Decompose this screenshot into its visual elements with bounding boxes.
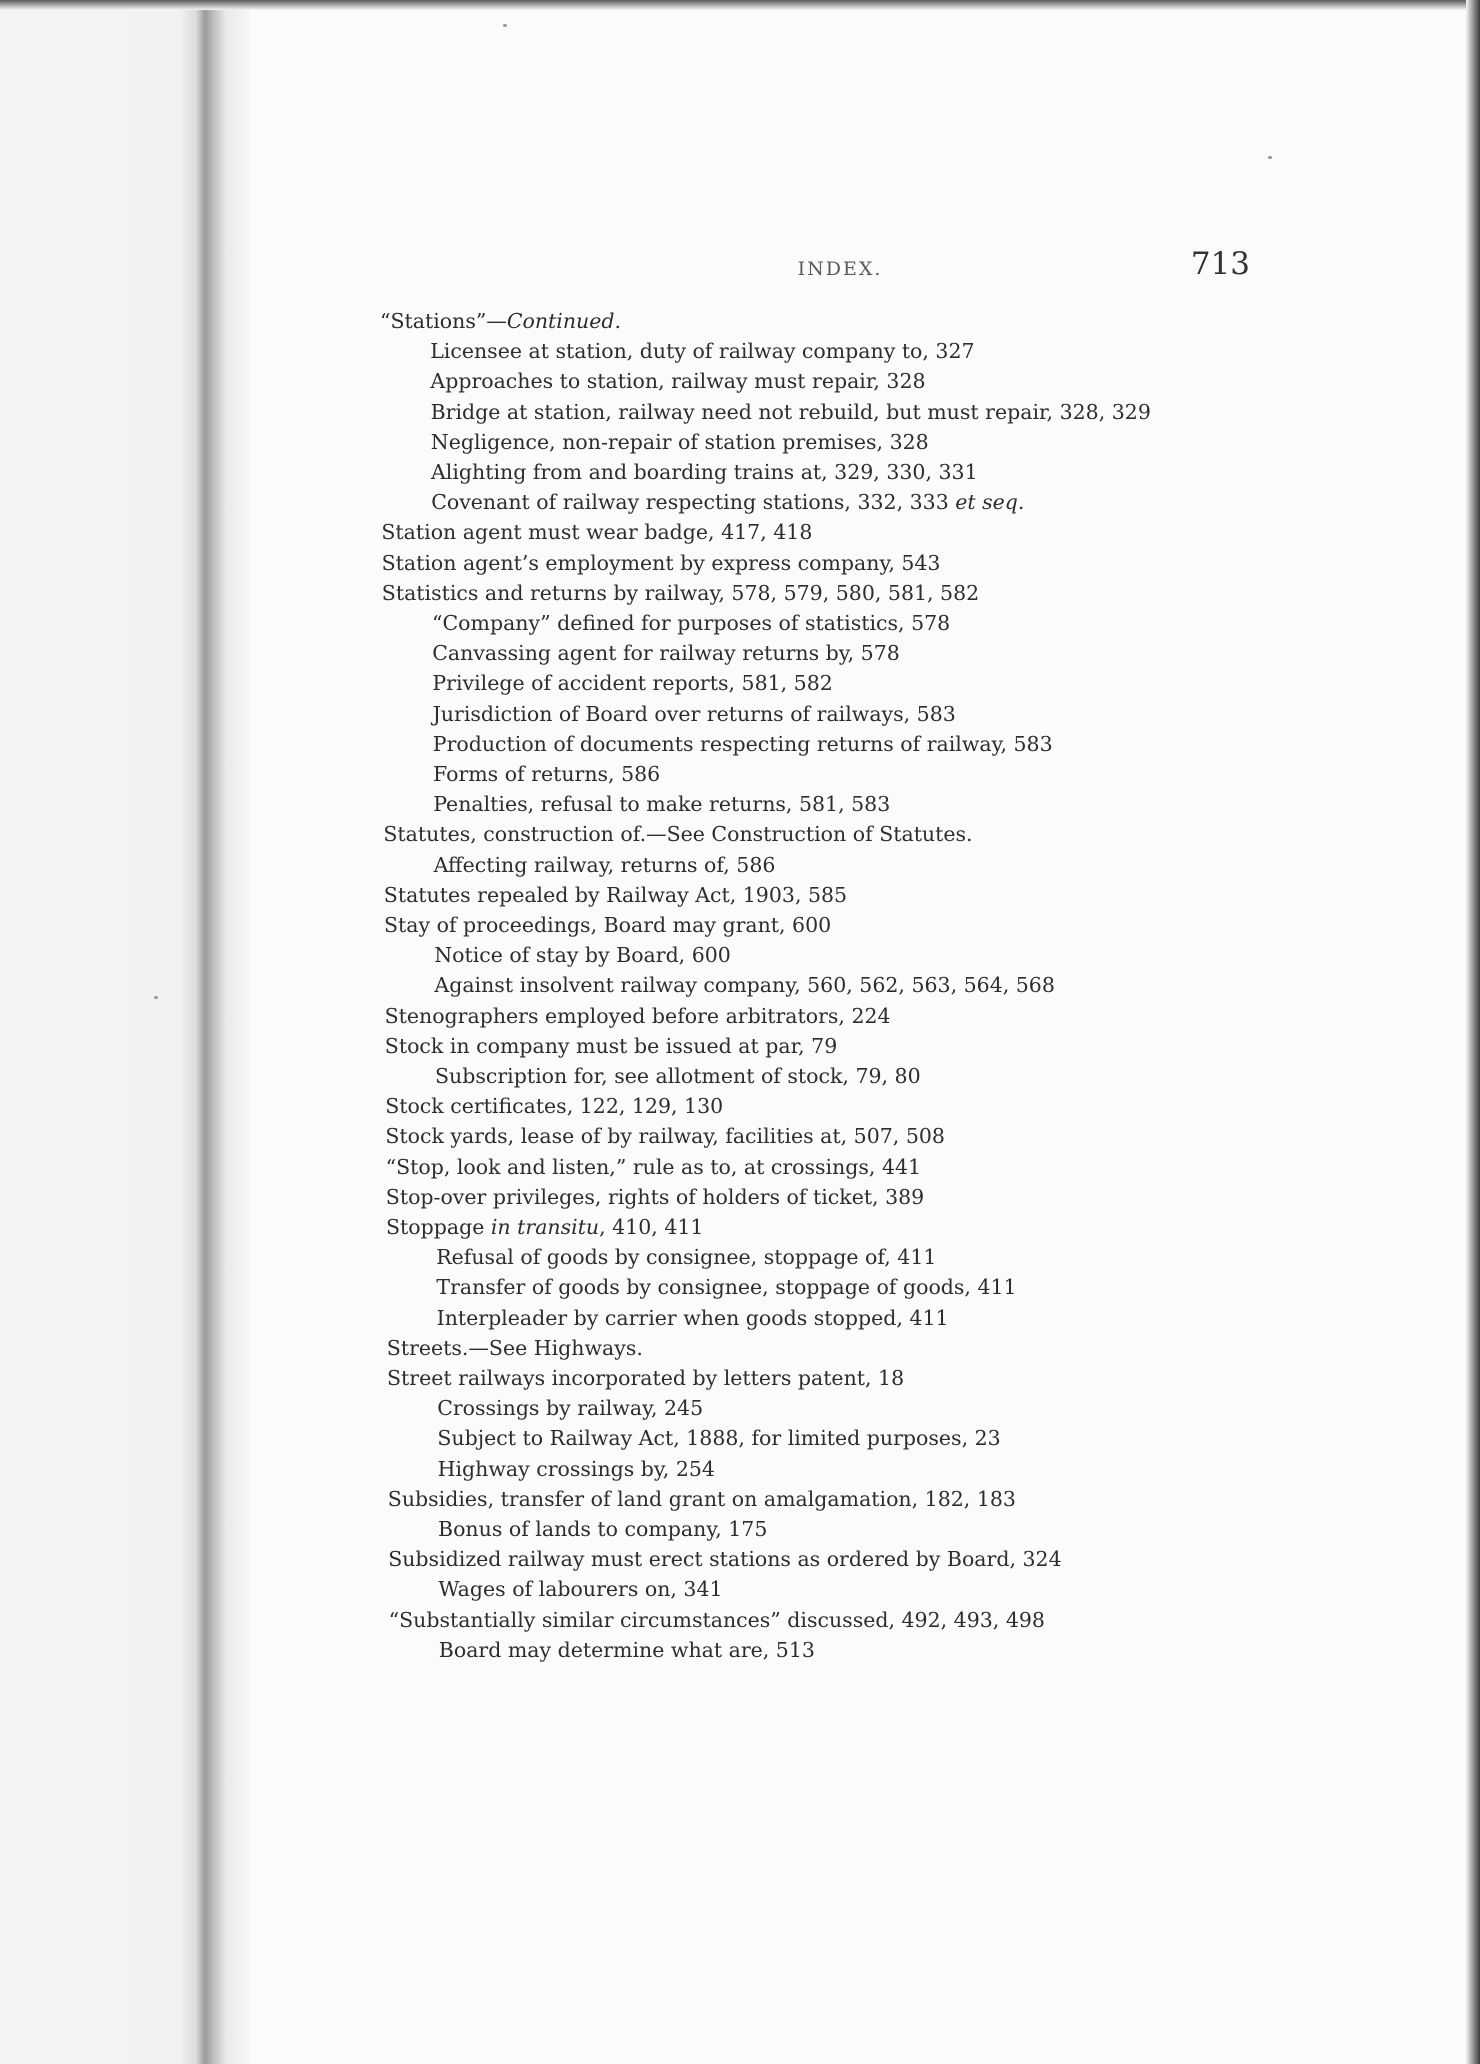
entry-text: Subsidized railway must erect stations as ordered by Board, 324 — [388, 1547, 1062, 1572]
index-entry — [384, 912, 831, 938]
index-subentry — [431, 399, 1151, 425]
entry-text: Bonus of lands to company, 175 — [438, 1517, 768, 1541]
page-number: 713 — [1190, 246, 1250, 282]
entry-text: Jurisdiction of Board over returns of railways, 583 — [432, 701, 956, 726]
entry-text: Subject to Railway Act, 1888, for limited purposes, 23 — [437, 1426, 1001, 1451]
index-entry — [386, 1214, 703, 1240]
index-subentry — [431, 489, 1024, 515]
entry-text: Negligence, non-repair of station premises, 328 — [430, 429, 929, 454]
entry-italic-text: in transitu — [490, 1215, 600, 1239]
index-subentry — [436, 1274, 1016, 1300]
entry-text: Subsidies, transfer of land grant on amalgamation, 182, 183 — [387, 1486, 1016, 1511]
entry-text: “Substantially similar circumstances” discussed, 492, 493, 498 — [388, 1607, 1045, 1632]
entry-text: Stenographers employed before arbitrators, 224 — [384, 1003, 891, 1028]
entry-text: Notice of stay by Board, 600 — [434, 943, 731, 968]
index-subentry — [434, 852, 776, 878]
index-subentry — [438, 1576, 722, 1602]
top-page-edge — [0, 0, 1480, 10]
entry-text: Stay of proceedings, Board may grant, 600 — [384, 913, 832, 937]
entry-text: Against insolvent railway company, 560, 562, 563, 564, 568 — [434, 973, 1055, 998]
index-subentry — [433, 761, 660, 787]
entry-text: Covenant of railway respecting stations, 332, 333 — [431, 490, 956, 515]
index-entry — [383, 821, 972, 847]
index-entry — [384, 882, 847, 908]
entry-text: Statutes, construction of.—See Construction of Statutes. — [383, 822, 973, 847]
index-subentry — [433, 701, 956, 727]
entry-text: Licensee at station, duty of railway company to, 327 — [430, 339, 975, 364]
entry-text: Stop-over privileges, rights of holders of ticket, 389 — [385, 1184, 925, 1209]
index-entry — [385, 1123, 945, 1149]
index-subentry — [436, 1244, 936, 1270]
entry-text: Privilege of accident reports, 581, 582 — [432, 671, 833, 696]
entry-text: Highway crossings by, 254 — [437, 1456, 715, 1481]
index-subentry — [437, 1425, 1000, 1451]
entry-text: Stoppage — [386, 1215, 491, 1239]
index-subentry — [438, 1456, 715, 1482]
index-entry — [388, 1486, 1016, 1512]
entry-text-after: , 410, 411 — [599, 1215, 704, 1239]
index-entry — [388, 1546, 1061, 1572]
entry-text: Approaches to station, railway must repair, 328 — [430, 369, 926, 394]
index-subentry — [434, 942, 731, 968]
index-entry — [389, 1607, 1045, 1633]
entry-text: Bridge at station, railway need not rebuild, but must repair, 328, 329 — [430, 399, 1151, 424]
entry-text: Stock in company must be issued at par, 79 — [384, 1033, 838, 1058]
entry-text: Streets.—See Highways. — [386, 1335, 643, 1360]
index-entry — [385, 1033, 837, 1059]
entry-text: Board may determine what are, 513 — [438, 1637, 815, 1662]
index-entries — [0, 308, 1480, 1708]
index-subentry — [437, 1305, 949, 1331]
index-entry — [380, 308, 621, 334]
scan-speck — [1268, 156, 1272, 159]
running-header: INDEX. — [797, 258, 883, 280]
entry-text: Affecting railway, returns of, 586 — [433, 852, 776, 877]
index-entry — [386, 1184, 924, 1210]
index-subentry — [437, 1395, 703, 1421]
entry-text: Stock yards, lease of by railway, facilities at, 507, 508 — [385, 1124, 945, 1149]
entry-text: Interpleader by carrier when goods stopped, 411 — [436, 1305, 949, 1330]
index-subentry — [431, 429, 929, 455]
entry-italic-text: et seq. — [955, 490, 1025, 515]
index-entry — [386, 1154, 922, 1180]
index-subentry — [432, 610, 950, 636]
index-entry — [381, 519, 812, 545]
index-subentry — [433, 791, 890, 817]
index-subentry — [430, 338, 974, 364]
index-entry — [382, 550, 941, 576]
entry-text: Station agent must wear badge, 417, 418 — [381, 520, 813, 545]
entry-text: Forms of returns, 586 — [433, 762, 661, 786]
index-subentry — [439, 1637, 815, 1663]
entry-text: Crossings by railway, 245 — [437, 1396, 704, 1421]
entry-text: Subscription for, see allotment of stock, 79, 80 — [435, 1064, 921, 1088]
entry-italic-text: Continued. — [506, 309, 622, 333]
entry-text: “Stop, look and listen,” rule as to, at crossings, 441 — [385, 1154, 922, 1179]
index-subentry — [434, 972, 1055, 998]
scan-speck — [503, 24, 507, 27]
entry-text: Canvassing agent for railway returns by, 578 — [432, 641, 900, 666]
entry-text: Street railways incorporated by letters patent, 18 — [387, 1366, 905, 1390]
index-entry — [387, 1335, 643, 1361]
index-entry — [385, 1093, 723, 1119]
entry-text: Transfer of goods by consignee, stoppage of goods, 411 — [436, 1275, 1017, 1300]
entry-text: Alighting from and boarding trains at, 329, 330, 331 — [431, 460, 978, 484]
index-subentry — [438, 1516, 767, 1542]
entry-text: “Stations”— — [380, 309, 507, 333]
index-subentry — [435, 1063, 921, 1089]
entry-text: Wages of labourers on, 341 — [438, 1577, 723, 1602]
index-subentry — [432, 640, 900, 666]
entry-text: Refusal of goods by consignee, stoppage of, 411 — [436, 1245, 937, 1270]
index-entry — [385, 1003, 891, 1029]
entry-text: Penalties, refusal to make returns, 581, 583 — [433, 792, 891, 817]
entry-text: “Company” defined for purposes of statistics, 578 — [432, 611, 951, 635]
entry-text: Stock certificates, 122, 129, 130 — [385, 1094, 724, 1119]
entry-text: Production of documents respecting returns of railway, 583 — [432, 731, 1053, 756]
index-entry — [382, 580, 979, 606]
entry-text: Station agent’s employment by express company, 543 — [381, 550, 941, 575]
index-subentry — [430, 368, 925, 394]
index-subentry — [433, 731, 1053, 757]
entry-text: Statutes repealed by Railway Act, 1903, 585 — [383, 882, 848, 907]
entry-text: Statistics and returns by railway, 578, 579, 580, 581, 582 — [381, 580, 980, 605]
index-subentry — [431, 459, 978, 485]
index-entry — [387, 1365, 904, 1391]
index-subentry — [432, 670, 832, 696]
